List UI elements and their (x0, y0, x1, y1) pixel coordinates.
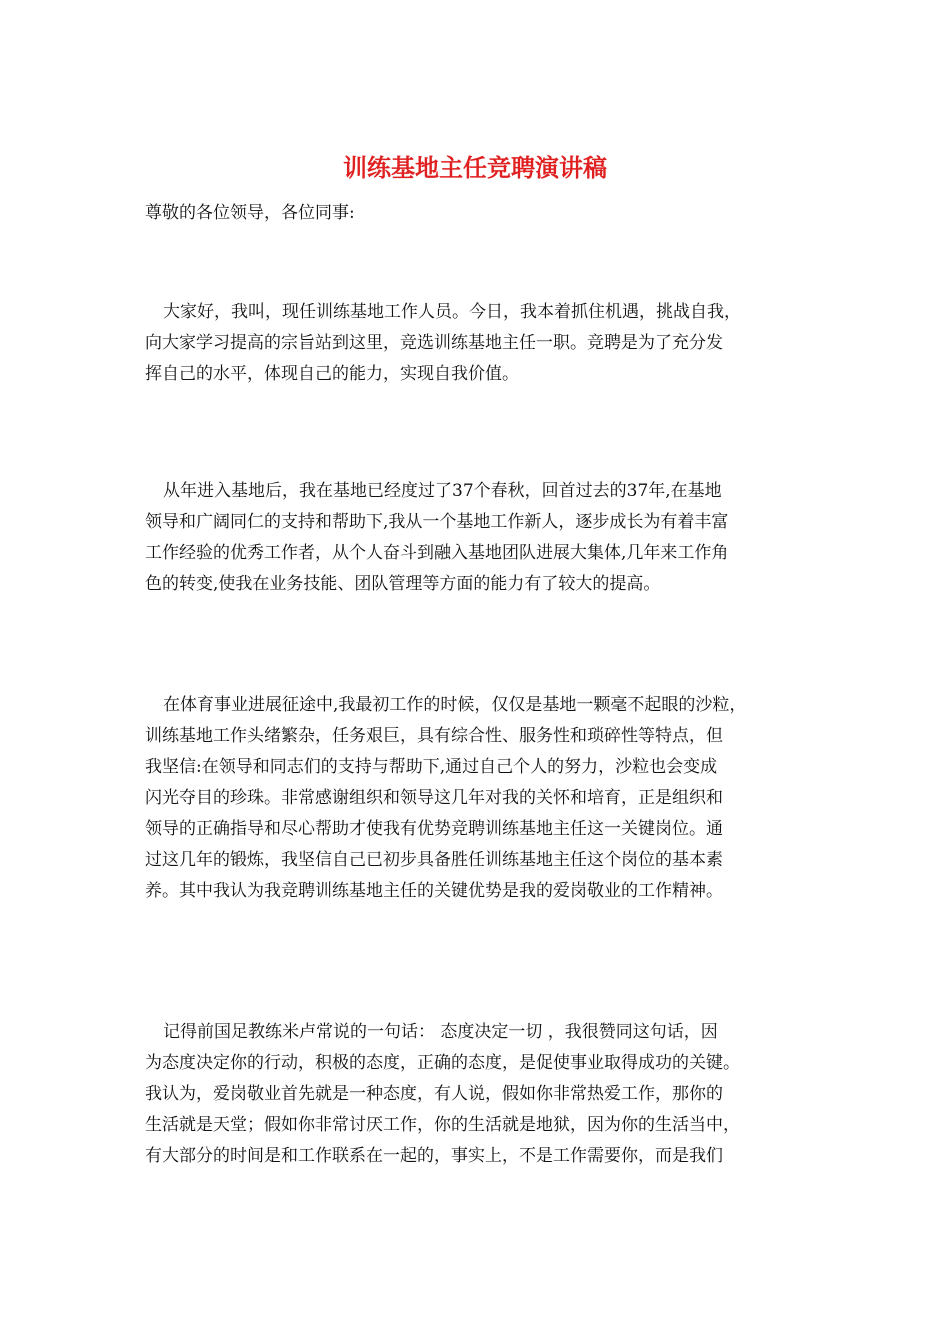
salutation: 尊敬的各位领导，各位同事: (145, 203, 355, 223)
paragraph-line: 领导的正确指导和尽心帮助才使我有优势竞聘训练基地主任这一关键岗位。通 (145, 819, 723, 839)
paragraph-line: 为态度决定你的行动，积极的态度，正确的态度，是促使事业取得成功的关键。 (145, 1053, 740, 1073)
paragraph-line: 挥自己的水平，体现自己的能力，实现自我价值。 (145, 364, 519, 384)
paragraph-line: 养。其中我认为我竞聘训练基地主任的关键优势是我的爱岗敬业的工作精神。 (145, 881, 723, 901)
paragraph-line: 领导和广阔同仁的支持和帮助下,我从一个基地工作新人，逐步成长为有着丰富 (145, 512, 729, 532)
paragraph-line: 色的转变,使我在业务技能、团队管理等方面的能力有了较大的提高。 (145, 574, 661, 594)
paragraph-line: 我坚信:在领导和同志们的支持与帮助下,通过自己个人的努力，沙粒也会变成 (145, 757, 718, 777)
paragraph-line: 在体育事业进展征途中,我最初工作的时候，仅仅是基地一颗毫不起眼的沙粒， (163, 695, 747, 715)
paragraph-line: 过这几年的锻炼，我坚信自己已初步具备胜任训练基地主任这个岗位的基本素 (145, 850, 723, 870)
paragraph-line: 记得前国足教练米卢常说的一句话： 态度决定一切 ，我很赞同这句话，因 (163, 1022, 718, 1042)
paragraph-line: 从年进入基地后，我在基地已经度过了37个春秋，回首过去的37年,在基地 (163, 481, 722, 501)
paragraph-line: 工作经验的优秀工作者，从个人奋斗到融入基地团队进展大集体,几年来工作角 (145, 543, 729, 563)
document-title: 训练基地主任竞聘演讲稿 (343, 153, 607, 182)
paragraph-line: 向大家学习提高的宗旨站到这里，竞选训练基地主任一职。竞聘是为了充分发 (145, 333, 723, 353)
paragraph-line: 训练基地工作头绪繁杂，任务艰巨，具有综合性、服务性和琐碎性等特点，但 (145, 726, 723, 746)
paragraph-4 (145, 1017, 810, 1172)
paragraph-line: 我认为，爱岗敬业首先就是一种态度，有人说，假如你非常热爱工作，那你的 (145, 1084, 723, 1104)
paragraph-line: 有大部分的时间是和工作联系在一起的，事实上，不是工作需要你，而是我们 (145, 1146, 723, 1166)
paragraph-line: 大家好，我叫，现任训练基地工作人员。今日，我本着抓住机遇，挑战自我， (163, 302, 741, 322)
paragraph-2 (145, 476, 810, 600)
paragraph-1 (145, 297, 810, 390)
paragraph-3 (145, 690, 810, 907)
paragraph-line: 闪光夺目的珍珠。非常感谢组织和领导这几年对我的关怀和培育，正是组织和 (145, 788, 723, 808)
paragraph-line: 生活就是天堂；假如你非常讨厌工作，你的生活就是地狱，因为你的生活当中， (145, 1115, 740, 1135)
